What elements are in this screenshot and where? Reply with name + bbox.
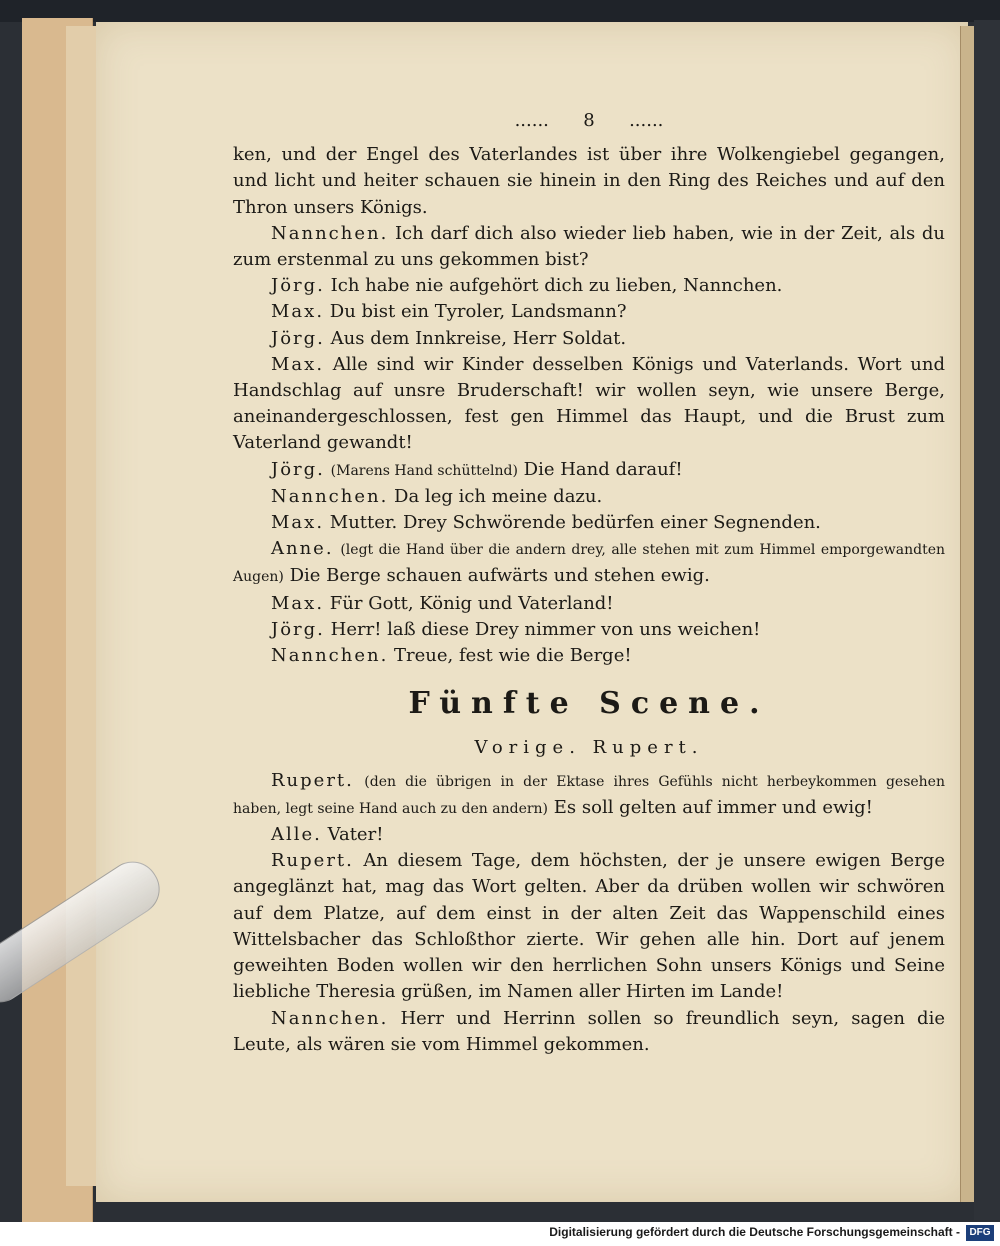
speaker-name: Anne. (271, 538, 334, 560)
speaker-name: Max. (271, 512, 325, 534)
stage-direction: (legt die Hand über die andern drey, alle stehen mit zum Himmel emporgewandten Augen) (233, 542, 945, 586)
dialogue-line (233, 848, 945, 1005)
speaker-name: Nannchen. (271, 1007, 389, 1029)
page-header (233, 108, 945, 134)
dialogue-line (233, 457, 945, 484)
dialogue-line (233, 617, 945, 643)
funding-credit: Digitalisierung gefördert durch die Deutsche Forschungsgemeinschaft - (549, 1225, 960, 1239)
dialogue-line (233, 299, 945, 325)
dialogue-line (233, 1006, 945, 1058)
line-text: Herr! laß diese Drey nimmer von uns weichen! (330, 618, 761, 640)
dialogue-line (233, 273, 945, 299)
dialogue-line (233, 484, 945, 510)
speaker-name: Rupert. (271, 769, 354, 791)
dialogue-line (233, 643, 945, 669)
speaker-name: Jörg. (271, 618, 325, 640)
dialogue-line (233, 510, 945, 536)
speaker-name: Alle. (271, 824, 322, 846)
line-text: Die Hand darauf! (523, 458, 683, 480)
speaker-name: Jörg. (271, 275, 325, 297)
speaker-name: Max. (271, 592, 325, 614)
line-text: Die Berge schauen aufwärts und stehen ewig. (289, 565, 710, 587)
speaker-name: Jörg. (271, 458, 325, 480)
dialogue-line (233, 822, 945, 848)
dfg-logo: DFG (966, 1225, 994, 1241)
page-number: 8 (583, 110, 595, 131)
line-text: Da leg ich meine dazu. (394, 485, 603, 507)
speaker-name: Nannchen. (271, 485, 389, 507)
speaker-name: Jörg. (271, 327, 325, 349)
header-deco-right: ...... (629, 110, 664, 131)
speaker-name: Nannchen. (271, 645, 389, 667)
dialogue-line (233, 221, 945, 273)
dialogue-line (233, 326, 945, 352)
line-text: Für Gott, König und Vaterland! (329, 592, 614, 614)
dialogue-line (233, 142, 945, 221)
line-text: ken, und der Engel des Vaterlandes ist über ihre Wolkengiebel gegangen, und licht und heiter schauen sie hinein in den Ring des Reiches und auf den Thron unsers Königs. (233, 144, 945, 218)
dialogue-line (233, 768, 945, 822)
speaker-name: Rupert. (271, 850, 354, 872)
speaker-name: Max. (271, 301, 325, 323)
dialogue-line (233, 536, 945, 590)
line-text: Ich habe nie aufgehört dich zu lieben, Nannchen. (330, 275, 783, 297)
line-text: Herr und Herrinn sollen so freundlich seyn, sagen die Leute, als wären sie vom Himmel gekommen. (233, 1007, 945, 1055)
dialogue-line (233, 352, 945, 457)
scene-title: Fünfte Scene. (408, 686, 770, 722)
line-text: Treue, fest wie die Berge! (394, 645, 632, 667)
line-text: Du bist ein Tyroler, Landsmann? (329, 301, 627, 323)
line-text: An diesem Tage, dem höchsten, der je unsere ewigen Berge angeglänzt hat, mag das Wort gelten. Aber da drüben wollen wir schwören auf dem Platze, auf dem einst in der alten Zeit das Wappenschild eines Wittelsbacher das Schloßthor zierte. Wir gehen alle hin. Dort auf jenem geweihten Boden wollen wir den herrlichen Sohn unsers Königs und Seine liebliche Theresia grüßen, im Namen aller Hirten im Lande! (233, 850, 945, 1003)
line-text: Ich darf dich also wieder lieb haben, wie in der Zeit, als du zum erstenmal zu uns gekommen bist? (233, 222, 945, 271)
stage-direction: (Marens Hand schüttelnd) (330, 462, 518, 479)
line-text: Aus dem Innkreise, Herr Soldat. (330, 327, 627, 349)
page-edge (960, 26, 975, 1202)
header-deco-left: ...... (514, 110, 549, 131)
speaker-name: Nannchen. (271, 222, 389, 244)
footer-bar (0, 1222, 1000, 1246)
stage-direction: (den die übrigen in der Ektase ihres Gefühls nicht herbeykommen gesehen haben, legt seine Hand auch zu den andern) (233, 773, 945, 817)
page-text (233, 108, 945, 1058)
line-text: Alle sind wir Kinder desselben Königs und Vaterlands. Wort und Handschlag auf unsre Bruderschaft! wir wollen seyn, wie unsere Berge, aneinandergeschlossen, fest gen Himmel das Haupt, und die Brust zum Vaterland gewandt! (233, 353, 945, 454)
line-text: Es soll gelten auf immer und ewig! (553, 796, 873, 818)
dialogue-line (233, 591, 945, 617)
line-text: Mutter. Drey Schwörende bedürfen einer Segnenden. (329, 512, 821, 534)
speaker-name: Max. (271, 353, 325, 375)
scene-subtitle: Vorige. Rupert. (474, 737, 704, 759)
scan-background-top (0, 0, 1000, 22)
line-text: Vater! (327, 824, 384, 846)
scan-background-right (974, 20, 1000, 1220)
